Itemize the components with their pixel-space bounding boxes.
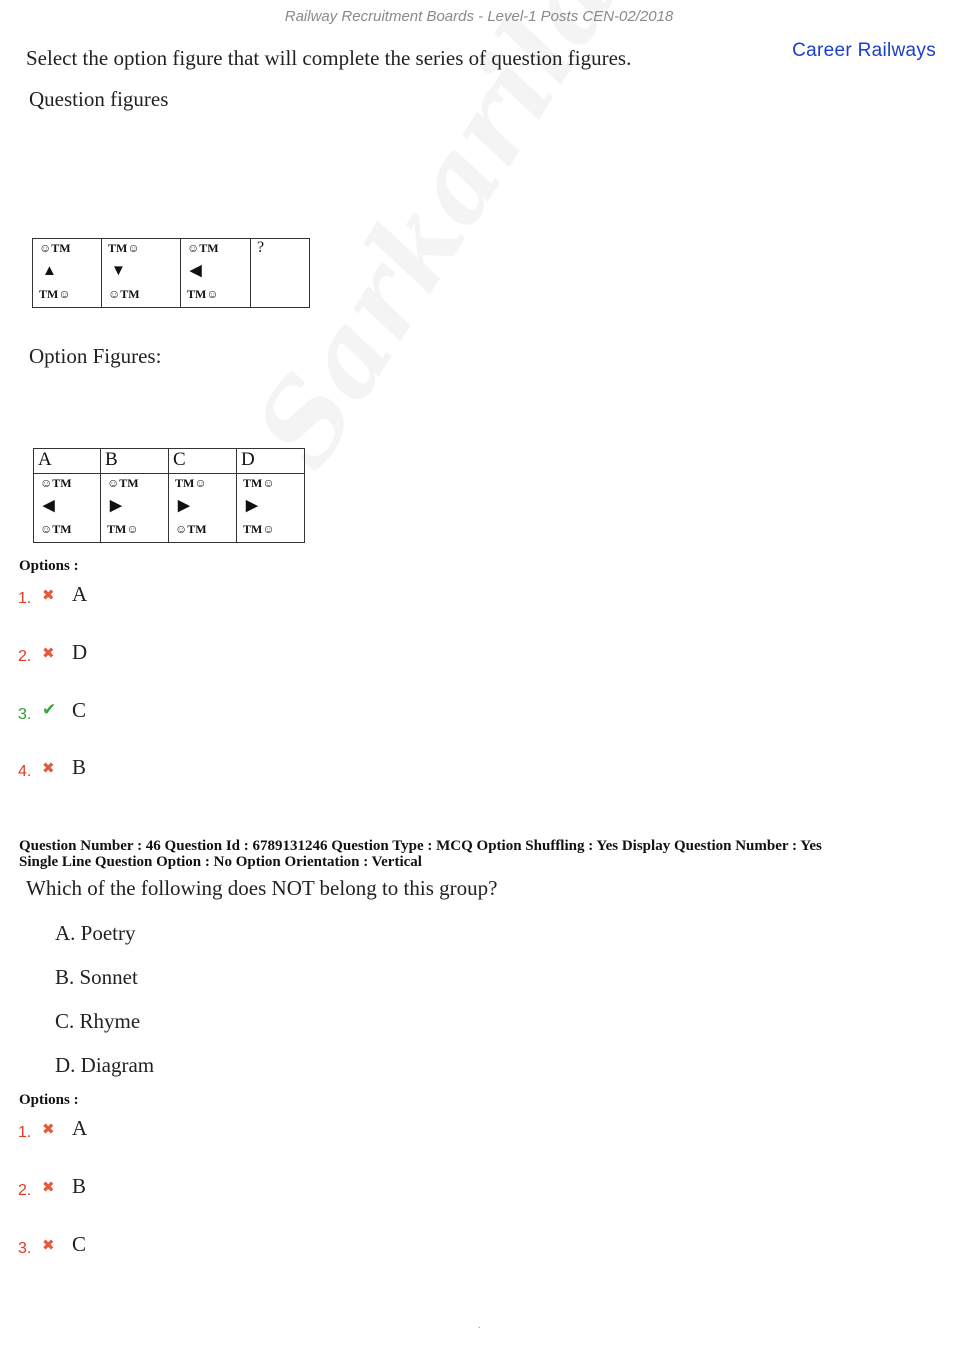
brand-label: Career Railways: [792, 40, 936, 61]
figure-top: ☺TM: [39, 241, 71, 255]
option-number: 1.: [18, 590, 32, 607]
figure-question-mark: ?: [257, 239, 265, 256]
figure-arrow: ▶: [110, 498, 122, 514]
q2-meta-line-2: Single Line Question Option : No Option Orientation : Vertical: [19, 854, 422, 870]
q2-list-item: B. Sonnet: [55, 965, 138, 989]
option-number: 4.: [18, 763, 32, 780]
question-figure-1: [33, 239, 101, 307]
figure-top: TM☺: [243, 476, 275, 490]
figure-bottom: ☺TM: [175, 522, 207, 536]
figure-arrow: ▼: [111, 263, 126, 279]
option-figure-letter: A: [34, 449, 101, 474]
figure-bottom: ☺TM: [108, 287, 140, 301]
option-text: B: [72, 755, 87, 779]
q2-list-item: D. Diagram: [55, 1053, 155, 1077]
option-figure-b: [101, 474, 168, 542]
option-figure-letter: C: [169, 449, 237, 474]
page-header: Railway Recruitment Boards - Level-1 Posts CEN-02/2018: [284, 8, 674, 25]
option-text: B: [72, 1174, 87, 1198]
q2-list-item: A. Poetry: [55, 921, 136, 945]
option-number: 3.: [18, 706, 32, 723]
option-figures-table: [33, 448, 305, 543]
cross-icon: ✖: [42, 1178, 55, 1196]
figure-arrow: ▲: [42, 263, 57, 279]
footer-mark: .: [478, 1320, 481, 1331]
q1-options-label: Options :: [19, 558, 79, 574]
option-figure-a: [34, 474, 100, 542]
question-figure-4: [251, 239, 309, 307]
option-figure-letter: D: [237, 449, 305, 474]
option-figure-c: [169, 474, 236, 542]
cross-icon: ✖: [42, 1120, 55, 1138]
option-figure-d: [237, 474, 304, 542]
cross-icon: ✖: [42, 586, 55, 604]
option-number: 1.: [18, 1124, 32, 1141]
option-number: 2.: [18, 648, 32, 665]
question-figure-2: [102, 239, 180, 307]
option-text: A: [72, 1116, 88, 1140]
option-text: C: [72, 1232, 87, 1256]
question-figures-table: [32, 238, 310, 308]
figure-arrow: ▶: [246, 498, 258, 514]
figure-top: TM☺: [108, 241, 140, 255]
cross-icon: ✖: [42, 759, 55, 777]
figure-bottom: TM☺: [187, 287, 219, 301]
figure-arrow: ▶: [178, 498, 190, 514]
figure-top: ☺TM: [40, 476, 72, 490]
q2-question-text: Which of the following does NOT belong to this group?: [26, 876, 498, 900]
figure-bottom: TM☺: [243, 522, 275, 536]
option-text: A: [72, 582, 88, 606]
option-text: D: [72, 640, 88, 664]
figure-arrow: ◀: [190, 263, 202, 279]
option-number: 2.: [18, 1182, 32, 1199]
q1-option-figures-label: Option Figures:: [29, 344, 162, 368]
q2-list-item: C. Rhyme: [55, 1009, 141, 1033]
q2-options-label: Options :: [19, 1092, 79, 1108]
figure-bottom: TM☺: [39, 287, 71, 301]
question-figure-3: [181, 239, 250, 307]
figure-arrow: ◀: [43, 498, 55, 514]
check-icon: ✔: [42, 700, 57, 720]
q1-question-figures-label: Question figures: [29, 87, 169, 111]
figure-top: TM☺: [175, 476, 207, 490]
cross-icon: ✖: [42, 1236, 55, 1254]
figure-top: ☺TM: [107, 476, 139, 490]
figure-bottom: ☺TM: [40, 522, 72, 536]
q1-question-text: Select the option figure that will complete the series of question figures.: [26, 46, 632, 70]
figure-bottom: TM☺: [107, 522, 139, 536]
option-figure-letter: B: [101, 449, 169, 474]
figure-top: ☺TM: [187, 241, 219, 255]
option-text: C: [72, 698, 87, 722]
cross-icon: ✖: [42, 644, 55, 662]
option-number: 3.: [18, 1240, 32, 1257]
q2-meta-line-1: Question Number : 46 Question Id : 6789131246 Question Type : MCQ Option Shuffling : Yes Display Question Number : Yes: [19, 838, 822, 854]
